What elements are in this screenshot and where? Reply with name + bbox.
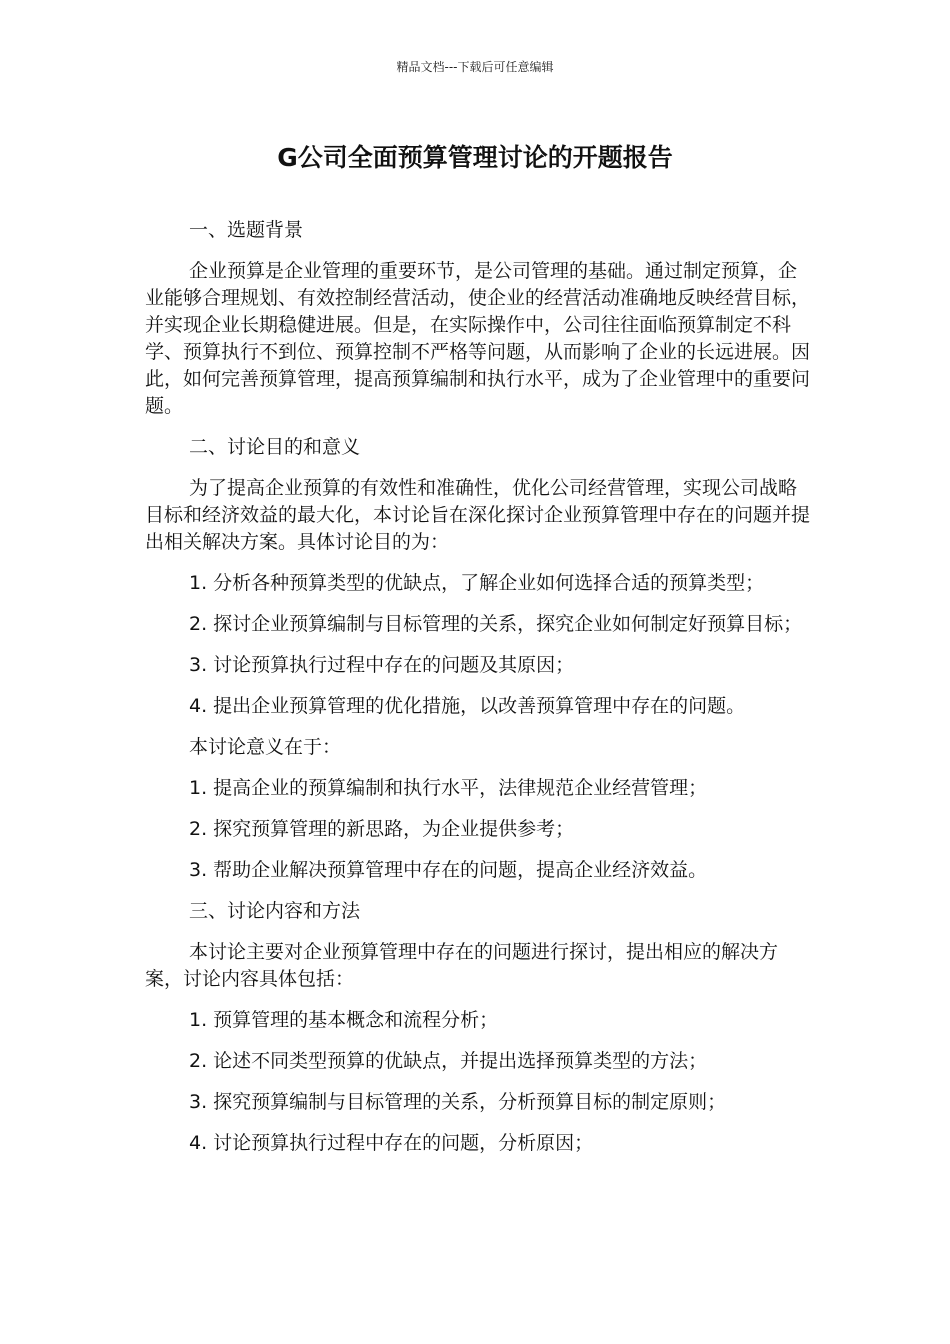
document-body	[145, 217, 810, 1171]
goal-item: 2. 探讨企业预算编制与目标管理的关系，探究企业如何制定好预算目标；	[189, 613, 803, 635]
content-item: 1. 预算管理的基本概念和流程分析；	[189, 1009, 499, 1031]
significance-intro: 本讨论意义在于：	[189, 736, 342, 758]
goal-item: 3. 讨论预算执行过程中存在的问题及其原因；	[189, 654, 575, 676]
section-2-paragraph: 为了提高企业预算的有效性和准确性，优化公司经营管理，实现公司战略目标和经济效益的最大化，本讨论旨在深化探讨企业预算管理中存在的问题并提出相关解决方案。具体讨论目的为：	[145, 477, 811, 553]
significance-item: 2. 探究预算管理的新思路，为企业提供参考；	[189, 818, 575, 840]
significance-item: 1. 提高企业的预算编制和执行水平，法律规范企业经营管理；	[189, 777, 708, 799]
content-item: 4. 讨论预算执行过程中存在的问题，分析原因；	[189, 1132, 594, 1154]
section-heading-3: 三、讨论内容和方法	[189, 900, 361, 922]
header-note: 精品文档---下载后可任意编辑	[396, 60, 554, 74]
document-title: G公司全面预算管理讨论的开题报告	[277, 143, 673, 172]
content-item: 3. 探究预算编制与目标管理的关系，分析预算目标的制定原则；	[189, 1091, 727, 1113]
section-heading-2: 二、讨论目的和意义	[189, 436, 361, 458]
significance-item: 3. 帮助企业解决预算管理中存在的问题，提高企业经济效益。	[189, 859, 708, 881]
content-item: 2. 论述不同类型预算的优缺点，并提出选择预算类型的方法；	[189, 1050, 708, 1072]
goal-item: 1. 分析各种预算类型的优缺点，了解企业如何选择合适的预算类型；	[189, 572, 765, 594]
section-1-paragraph: 企业预算是企业管理的重要环节，是公司管理的基础。通过制定预算，企业能够合理规划、有效控制经营活动，使企业的经营活动准确地反映经营目标，并实现企业长期稳健进展。但是，在实际操作中，公司往往面临预算制定不科学、预算执行不到位、预算控制不严格等问题，从而影响了企业的长远进展。因此，如何完善预算管理，提高预算编制和执行水平，成为了企业管理中的重要问题。	[145, 260, 811, 417]
goal-item: 4. 提出企业预算管理的优化措施，以改善预算管理中存在的问题。	[189, 695, 746, 717]
section-3-paragraph: 本讨论主要对企业预算管理中存在的问题进行探讨，提出相应的解决方案，讨论内容具体包括：	[145, 941, 779, 990]
section-heading-1: 一、选题背景	[189, 219, 304, 241]
